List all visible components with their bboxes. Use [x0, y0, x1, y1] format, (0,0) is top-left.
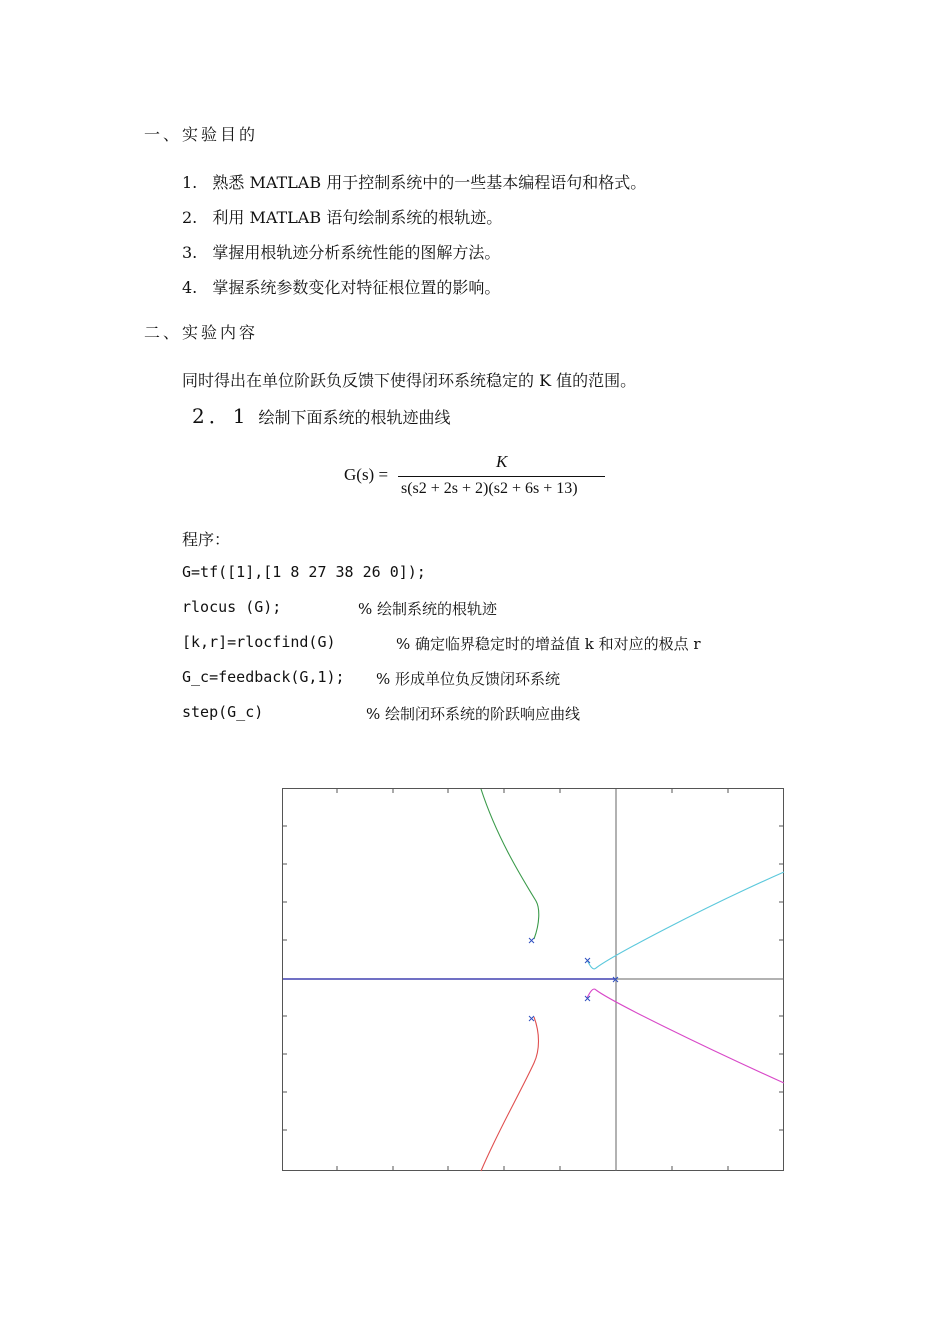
objective-item-1	[182, 170, 646, 193]
code-comment-5: % 绘制闭环系统的阶跃响应曲线	[366, 705, 581, 723]
code-text: [k,r]=rlocfind(G)	[182, 633, 336, 651]
code-comment-4: % 形成单位负反馈闭环系统	[376, 670, 561, 688]
root-locus-plot	[282, 788, 786, 1172]
fraction-bar	[398, 476, 605, 477]
formula-lhs: G(s) =	[344, 465, 389, 484]
code-text: G=tf([1],[1 8 27 38 26 0]);	[182, 563, 426, 581]
section2-title: 二、实验内容	[144, 323, 259, 342]
code-line-2	[182, 598, 281, 616]
item-number: 2.	[182, 208, 198, 227]
code-line-5	[182, 703, 263, 721]
code-comment-3: % 确定临界稳定时的增益值 k 和对应的极点 r	[396, 635, 701, 653]
code-line-1	[182, 563, 426, 581]
item-text: 掌握系统参数变化对特征根位置的影响。	[212, 278, 501, 297]
item-number: 3.	[182, 243, 198, 262]
item-text: 熟悉 MATLAB 用于控制系统中的一些基本编程语句和格式。	[212, 173, 647, 192]
objective-item-4	[182, 275, 500, 298]
formula-numerator: K	[496, 452, 508, 471]
section1-title: 一、实验目的	[144, 125, 259, 144]
subsection-text: 绘制下面系统的根轨迹曲线	[258, 408, 451, 427]
objective-item-2	[182, 205, 502, 228]
code-text: rlocus (G);	[182, 598, 282, 616]
code-text: G_c=feedback(G,1);	[182, 668, 345, 686]
item-text: 掌握用根轨迹分析系统性能的图解方法。	[212, 243, 501, 262]
subsection-number: 2．1	[192, 404, 250, 428]
section2-intro: 同时得出在单位阶跃负反馈下使得闭环系统稳定的 K 值的范围。	[182, 371, 637, 390]
objective-item-3	[182, 240, 500, 263]
subsection-heading	[192, 400, 451, 429]
item-text: 利用 MATLAB 语句绘制系统的根轨迹。	[212, 208, 503, 227]
item-number: 1.	[182, 173, 198, 192]
program-label: 程序：	[182, 530, 231, 549]
code-line-3	[182, 633, 336, 651]
code-text: step(G_c)	[182, 703, 264, 721]
item-number: 4.	[182, 278, 198, 297]
code-line-4	[182, 668, 345, 686]
formula-denominator: s(s2 + 2s + 2)(s2 + 6s + 13)	[401, 480, 578, 497]
code-comment-2: % 绘制系统的根轨迹	[358, 600, 498, 618]
